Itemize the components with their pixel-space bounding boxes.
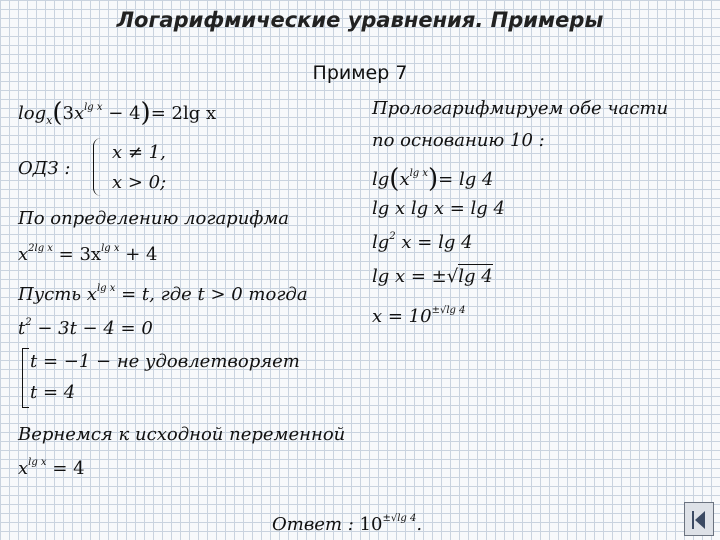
system-brace xyxy=(93,138,104,196)
cases-bracket xyxy=(22,348,29,408)
main-equation: $\log_x(3x^{lg x} - 4)= 2\lg$ x xyxy=(18,98,217,128)
odz-label: ОДЗ : xyxy=(18,158,71,179)
right-equation-3: $\lg^2 x = \lg 4$ xyxy=(372,231,473,253)
first-slide-icon xyxy=(692,511,694,529)
odz-condition-1: x ≠ 1, xyxy=(112,142,166,163)
odz-condition-2: x > 0; xyxy=(112,172,167,193)
right-equation-5: $x = 10^{\pm√lg 4}$ xyxy=(372,305,466,327)
answer: Ответ : $10^{\pm√lg 4}$. xyxy=(272,513,423,535)
right-equation-4: lg x = ±√lg 4 xyxy=(372,266,493,287)
right-text-2: по основанию 10 : xyxy=(372,130,545,151)
right-equation-1: $\lg(x^{lg x})= \lg 4$ xyxy=(372,164,494,194)
equation-2: $x^{2lg x} = 3x^{lg x} + 4$ xyxy=(18,243,158,265)
right-equation-2: lg x lg x = lg 4 xyxy=(372,198,506,219)
example-subtitle: Пример 7 xyxy=(312,62,408,84)
left-arrow-icon xyxy=(695,511,705,529)
right-text-1: Прологарифмируем обе части xyxy=(372,98,669,119)
return-text: Вернемся к исходной переменной xyxy=(18,424,346,445)
first-slide-button[interactable] xyxy=(684,502,714,536)
definition-text: По определению логарифма xyxy=(18,208,290,229)
quadratic-equation: $t^2 - 3t - 4 = 0$ xyxy=(18,317,153,339)
case-1: t = −1 − не удовлетворяет xyxy=(30,351,300,372)
case-2: t = 4 xyxy=(30,382,76,403)
final-equation: $x^{lg x} = 4$ xyxy=(18,457,85,479)
substitution-line: Пусть $x^{lg x} = t$, где t > 0 тогда xyxy=(18,283,308,305)
page-title: Логарифмические уравнения. Примеры xyxy=(116,8,604,32)
